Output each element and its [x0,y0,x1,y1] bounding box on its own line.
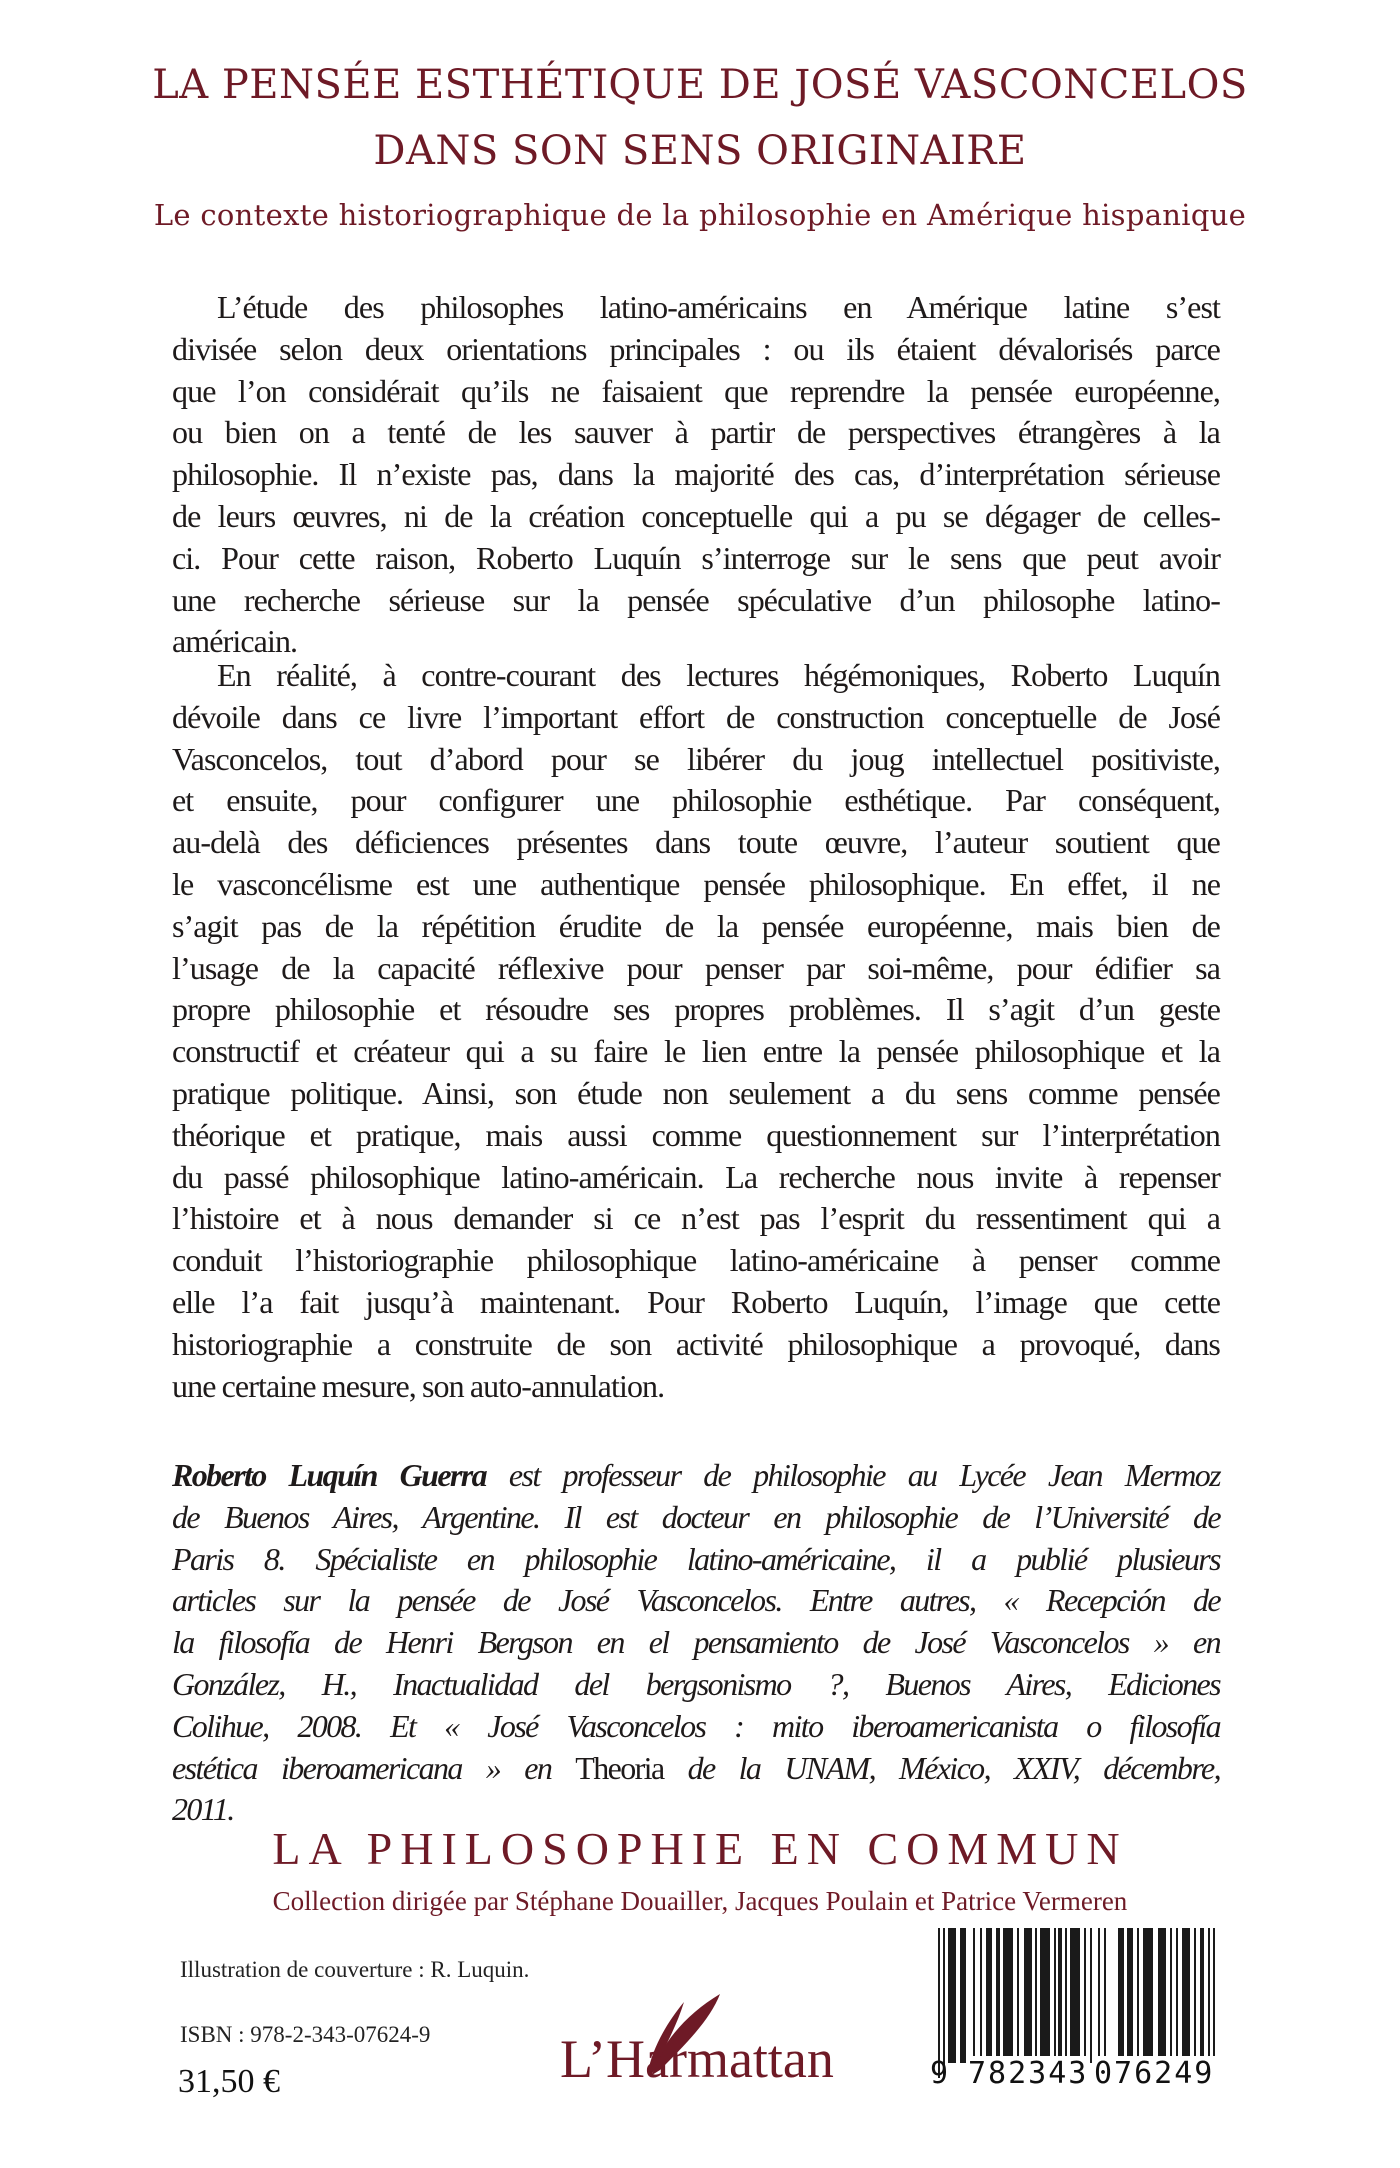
text-line: L’étude des philosophes latino-américains en Amérique latine s’est [217,289,1220,325]
text-line: de leurs œuvres, ni de la création conceptuelle qui a pu se dégager de celles- [172,497,1220,534]
isbn-barcode [930,1928,1230,2098]
text-line: conduit l’historiographie philosophique latino-américaine à penser comme [172,1242,1220,1279]
barcode-right-group: 076249 [1094,2056,1215,2091]
text-line: que l’on considérait qu’ils ne faisaient que reprendre la pensée européenne, [172,372,1220,409]
price: 31,50 € [178,2063,280,2100]
text-line: l’histoire et à nous demander si ce n’est pas l’esprit du ressentiment qui a [172,1200,1220,1237]
text-line: au-delà des déficiences présentes dans toute œuvre, l’auteur soutient que [172,824,1220,861]
book-subtitle: Le contexte historiographique de la philosophie en Amérique hispanique [153,198,1247,232]
text-line: elle l’a fait jusqu’à maintenant. Pour Roberto Luquín, l’image que cette [172,1283,1220,1320]
bio-text: estética iberoamericana » en [172,1749,576,1786]
text-line: En réalité, à contre-courant des lectures hégémoniques, Roberto Luquín [217,657,1220,693]
text-line: l’usage de la capacité réflexive pour penser par soi-même, pour édifier sa [172,949,1220,986]
bio-text: de la UNAM, México, XXIV, décembre, [663,1749,1220,1786]
text-line: ou bien on a tenté de les sauver à partir de perspectives étrangères à la [172,414,1220,451]
author-bio [172,1455,1220,1831]
text-line: du passé philosophique latino-américain. La recherche nous invite à repenser [172,1158,1220,1195]
illustration-credit: Illustration de couverture : R. Luquin. [180,1957,530,1982]
barcode-first-digit: 9 [930,2056,949,2091]
collection-name: LA PHILOSOPHIE EN COMMUN [272,1823,1128,1874]
publisher-name: L’Harmattan [560,2029,834,2089]
text-line: dévoile dans ce livre l’important effort de construction conceptuelle de José [172,698,1220,735]
text-line: pratique politique. Ainsi, son étude non seulement a du sens comme pensée [172,1074,1220,1111]
text-line: une recherche sérieuse sur la pensée spéculative d’un philosophe latino- [172,581,1220,618]
text-line: González, H., Inactualidad del bergsonismo ?, Buenos Aires, Ediciones [172,1665,1220,1702]
text-line: historiographie a construite de son activité philosophique a provoqué, dans [172,1325,1220,1362]
book-title-line-1: LA PENSÉE ESTHÉTIQUE DE JOSÉ VASCONCELOS [152,62,1248,108]
barcode-left-group: 782343 [968,2056,1089,2091]
text-line [172,1748,1220,1790]
text-line: philosophie. Il n’existe pas, dans la majorité des cas, d’interprétation sérieuse [172,456,1220,493]
text-line: constructif et créateur qui a su faire le lien entre la pensée philosophique et la [172,1033,1220,1070]
journal-name: Theoria [575,1749,664,1786]
text-line: théorique et pratique, mais aussi comme questionnement sur l’interprétation [172,1116,1220,1153]
text-line: le vasconcélisme est une authentique pensée philosophique. En effet, il ne [172,865,1220,902]
author-name: Roberto Luquín Guerra [172,1457,487,1493]
text-line: et ensuite, pour configurer une philosophie esthétique. Par conséquent, [172,782,1220,819]
text-line: 2011. [172,1791,234,1828]
text-line: propre philosophie et résoudre ses propres problèmes. Il s’agit d’un geste [172,991,1220,1028]
barcode-digits [930,2056,1230,2096]
summary-paragraph-1 [172,287,1220,663]
bio-text: est professeur de philosophie au Lycée Jean Mermoz [486,1457,1220,1493]
text-line: divisée selon deux orientations principales : ou ils étaient dévalorisés parce [172,330,1220,367]
text-line: la filosofía de Henri Bergson en el pensamiento de José Vasconcelos » en [172,1624,1220,1661]
publisher-logo [560,1990,860,2100]
text-line: Paris 8. Spécialiste en philosophie latino-américaine, il a publié plusieurs [172,1540,1220,1577]
text-line [172,1455,1220,1497]
text-line: américain. [172,623,298,660]
isbn: ISBN : 978-2-343-07624-9 [180,2022,431,2047]
text-line: s’agit pas de la répétition érudite de la pensée européenne, mais bien de [172,907,1220,944]
text-line: de Buenos Aires, Argentine. Il est docteur en philosophie de l’Université de [172,1498,1220,1535]
text-line: une certaine mesure, son auto-annulation. [172,1367,665,1404]
text-line: articles sur la pensée de José Vasconcelos. Entre autres, « Recepción de [172,1582,1220,1619]
text-line: ci. Pour cette raison, Roberto Luquín s’interroge sur le sens que peut avoir [172,539,1220,576]
collection-directors: Collection dirigée par Stéphane Douailler, Jacques Poulain et Patrice Vermeren [272,1886,1128,1916]
text-line: Colihue, 2008. Et « José Vasconcelos : mito iberoamericanista o filosofía [172,1707,1220,1744]
text-line: Vasconcelos, tout d’abord pour se libérer du joug intellectuel positiviste, [172,740,1220,777]
summary-paragraph-2 [172,655,1220,1407]
book-title-line-2: DANS SON SENS ORIGINAIRE [373,128,1027,174]
